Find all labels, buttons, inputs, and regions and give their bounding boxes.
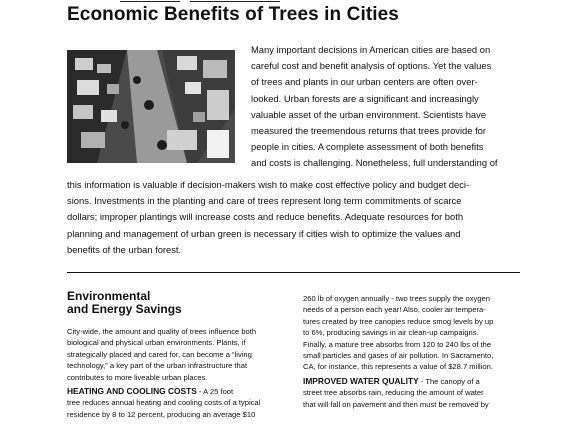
section-title-line2: and Energy Savings xyxy=(67,302,182,316)
right-column-text xyxy=(303,293,493,410)
text-line: and costs is challenging. Nonetheless, full understanding of xyxy=(251,157,498,169)
text-line: that will fall on pavement and then must be removed by xyxy=(303,399,489,409)
text-line: City-wide, the amount and quality of trees influence both xyxy=(67,327,257,336)
text-line: 260 lb of oxygen annually - two trees supply the oxygen xyxy=(303,294,491,303)
intro-paragraph-right xyxy=(251,42,498,172)
cropped-heading-remnant xyxy=(120,0,290,2)
text-line: planning and management of urban green is necessary if cities wish to optimize the values and xyxy=(67,227,461,239)
text-line: small particles and gases of air pollution. In Sacramento, xyxy=(303,351,494,361)
text-line: street tree absorbs rain, reducing the amount of water xyxy=(303,388,484,398)
text-line: people in cities. A complete assessment of both benefits xyxy=(251,141,484,153)
section-title-line1: Environmental xyxy=(67,289,151,303)
text-line: this information is valuable if decision-makers wish to make cost effective policy and budget deci- xyxy=(67,179,470,190)
text-line: looked. Urban forests are a significant and increasingly xyxy=(251,92,479,104)
intro-paragraph-full xyxy=(67,177,469,258)
text-line: to 6%, producing savings in air clean-up campaigns. xyxy=(303,328,479,338)
text-line: Finally, a mature tree absorbs from 120 to 240 lbs of the xyxy=(303,339,492,349)
left-column-text xyxy=(67,326,260,420)
water-first-text: - The canopy of a xyxy=(418,376,480,386)
section-title xyxy=(67,290,182,316)
text-line: CA, for instance, this represents a value of $28.7 million. xyxy=(303,362,493,372)
text-line: measured the treemendous returns that trees provide for xyxy=(251,125,487,137)
text-line: careful cost and benefit analysis of options. Yet the values xyxy=(251,60,492,72)
page-title: Economic Benefits of Trees in Cities xyxy=(67,4,399,25)
section-divider xyxy=(67,272,520,273)
water-paragraph-first-line xyxy=(303,376,493,387)
text-line: valuable asset of the urban environment. Scientists have xyxy=(251,108,487,120)
text-line: dollars; improper plantings will increase costs and reduce benefits. Adequate resources for both xyxy=(67,211,464,223)
text-line: tures created by tree canopies reduce smog levels by up xyxy=(303,316,494,326)
water-heading: IMPROVED WATER QUALITY xyxy=(303,375,419,386)
text-line: needs of a person each year! Also, cooler air tempera- xyxy=(303,305,486,315)
heating-heading: HEATING AND COOLING COSTS xyxy=(67,386,197,397)
text-line: tree reduces annual heating and cooling costs of a typical xyxy=(67,398,261,408)
text-line: benefits of the urban forest. xyxy=(67,243,182,255)
text-line: technology,” a key part of the urban infrastructure that xyxy=(67,361,248,371)
text-line: sions. Investments in the planting and care of trees represent long term commitments of scarce xyxy=(67,195,462,207)
aerial-city-photo xyxy=(67,50,235,163)
text-line: contributes to more liveable urban places. xyxy=(67,372,208,382)
text-line: Many important decisions in American cities are based on xyxy=(251,44,491,55)
text-line: biological and physical urban environments. Plants, if xyxy=(67,338,246,348)
text-line: residence by 8 to 12 percent, producing an average $10 xyxy=(67,409,256,419)
heating-first-text: - A 25 foot xyxy=(196,387,234,397)
text-line: of trees and plants in our urban centers are often over- xyxy=(251,76,478,88)
text-line: strategically placed and cared for, can become a “living xyxy=(67,349,252,359)
heating-paragraph-first-line xyxy=(67,386,260,397)
